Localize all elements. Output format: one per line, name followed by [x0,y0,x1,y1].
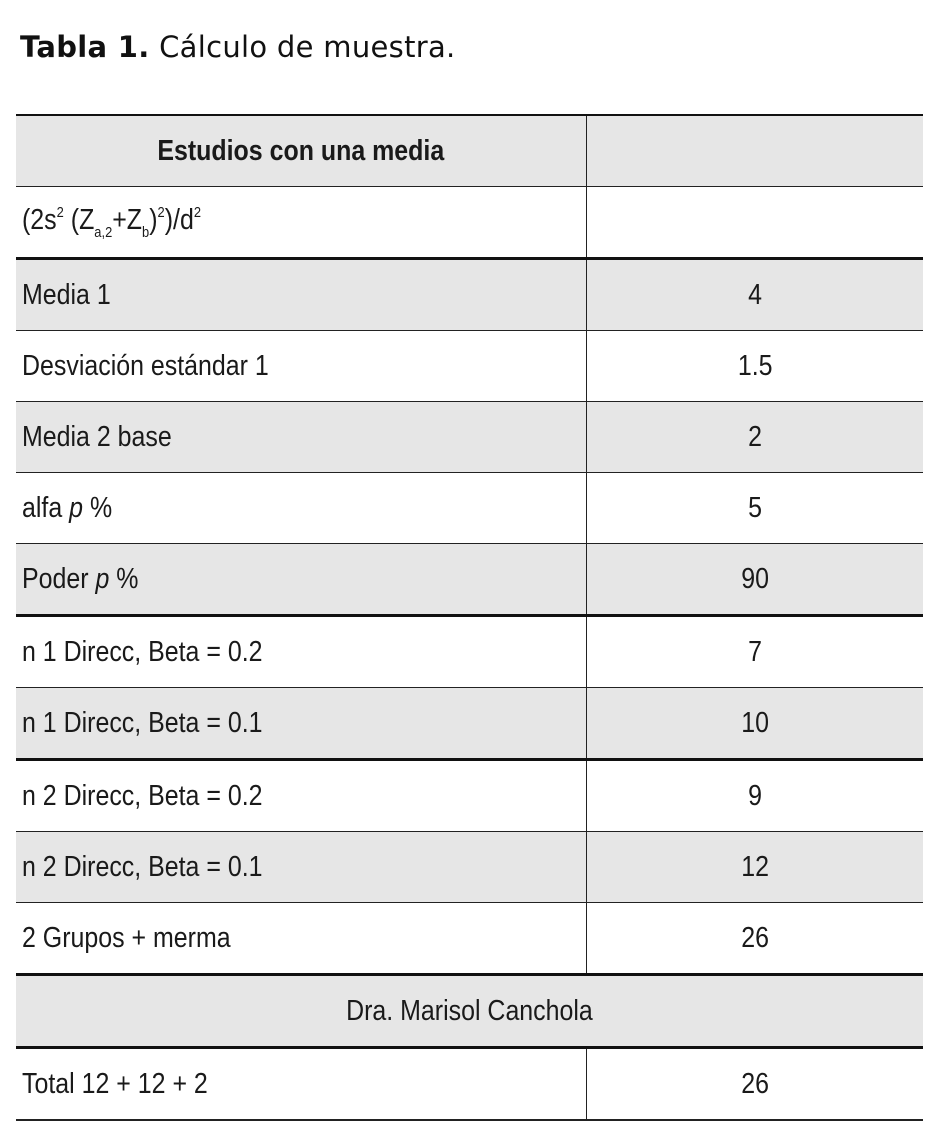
row-label: n 2 Direcc, Beta = 0.2 [16,760,586,832]
row-value: 9 [586,760,923,832]
row-value: 1.5 [586,331,923,402]
row-value: 90 [586,544,923,616]
row-label: Media 1 [16,259,586,331]
row-label: Desviación estándar 1 [16,331,586,402]
table-row [16,473,923,544]
table-row [16,832,923,903]
caption-title: Cálculo de muestra. [159,30,456,64]
table-row [16,402,923,473]
total-row [16,1048,923,1121]
row-label: Media 2 base [16,402,586,473]
row-value: 12 [586,832,923,903]
sample-size-table [16,114,923,1121]
table-row [16,259,923,331]
row-label: n 1 Direcc, Beta = 0.1 [16,688,586,760]
author-row [16,975,923,1048]
row-label: n 1 Direcc, Beta = 0.2 [16,616,586,688]
table-row [16,616,923,688]
row-value: 4 [586,259,923,331]
author-cell: Dra. Marisol Canchola [16,975,923,1048]
row-label: 2 Grupos + merma [16,903,586,975]
header-cell: Estudios con una media [16,115,586,187]
table-row [16,544,923,616]
table-row [16,903,923,975]
table-row [16,688,923,760]
row-label: alfa p % [16,473,586,544]
row-label: Poder p % [16,544,586,616]
row-label: n 2 Direcc, Beta = 0.1 [16,832,586,903]
row-value: 26 [586,903,923,975]
row-value: 2 [586,402,923,473]
row-value: 7 [586,616,923,688]
table-header-row [16,115,923,187]
table-row [16,760,923,832]
formula-row [16,187,923,259]
total-label: Total 12 + 12 + 2 [16,1048,586,1121]
formula-empty-cell [586,187,923,259]
header-empty-cell [586,115,923,187]
table-caption [20,30,456,64]
sample-size-formula: ($2s^2$ $(Z_{a,2}+Z_b)^2)/d^2$ [22,203,202,241]
total-value: 26 [586,1048,923,1121]
table-row [16,331,923,402]
formula-cell [16,187,586,259]
row-value: 10 [586,688,923,760]
row-value: 5 [586,473,923,544]
caption-label: Tabla 1. [20,30,150,64]
